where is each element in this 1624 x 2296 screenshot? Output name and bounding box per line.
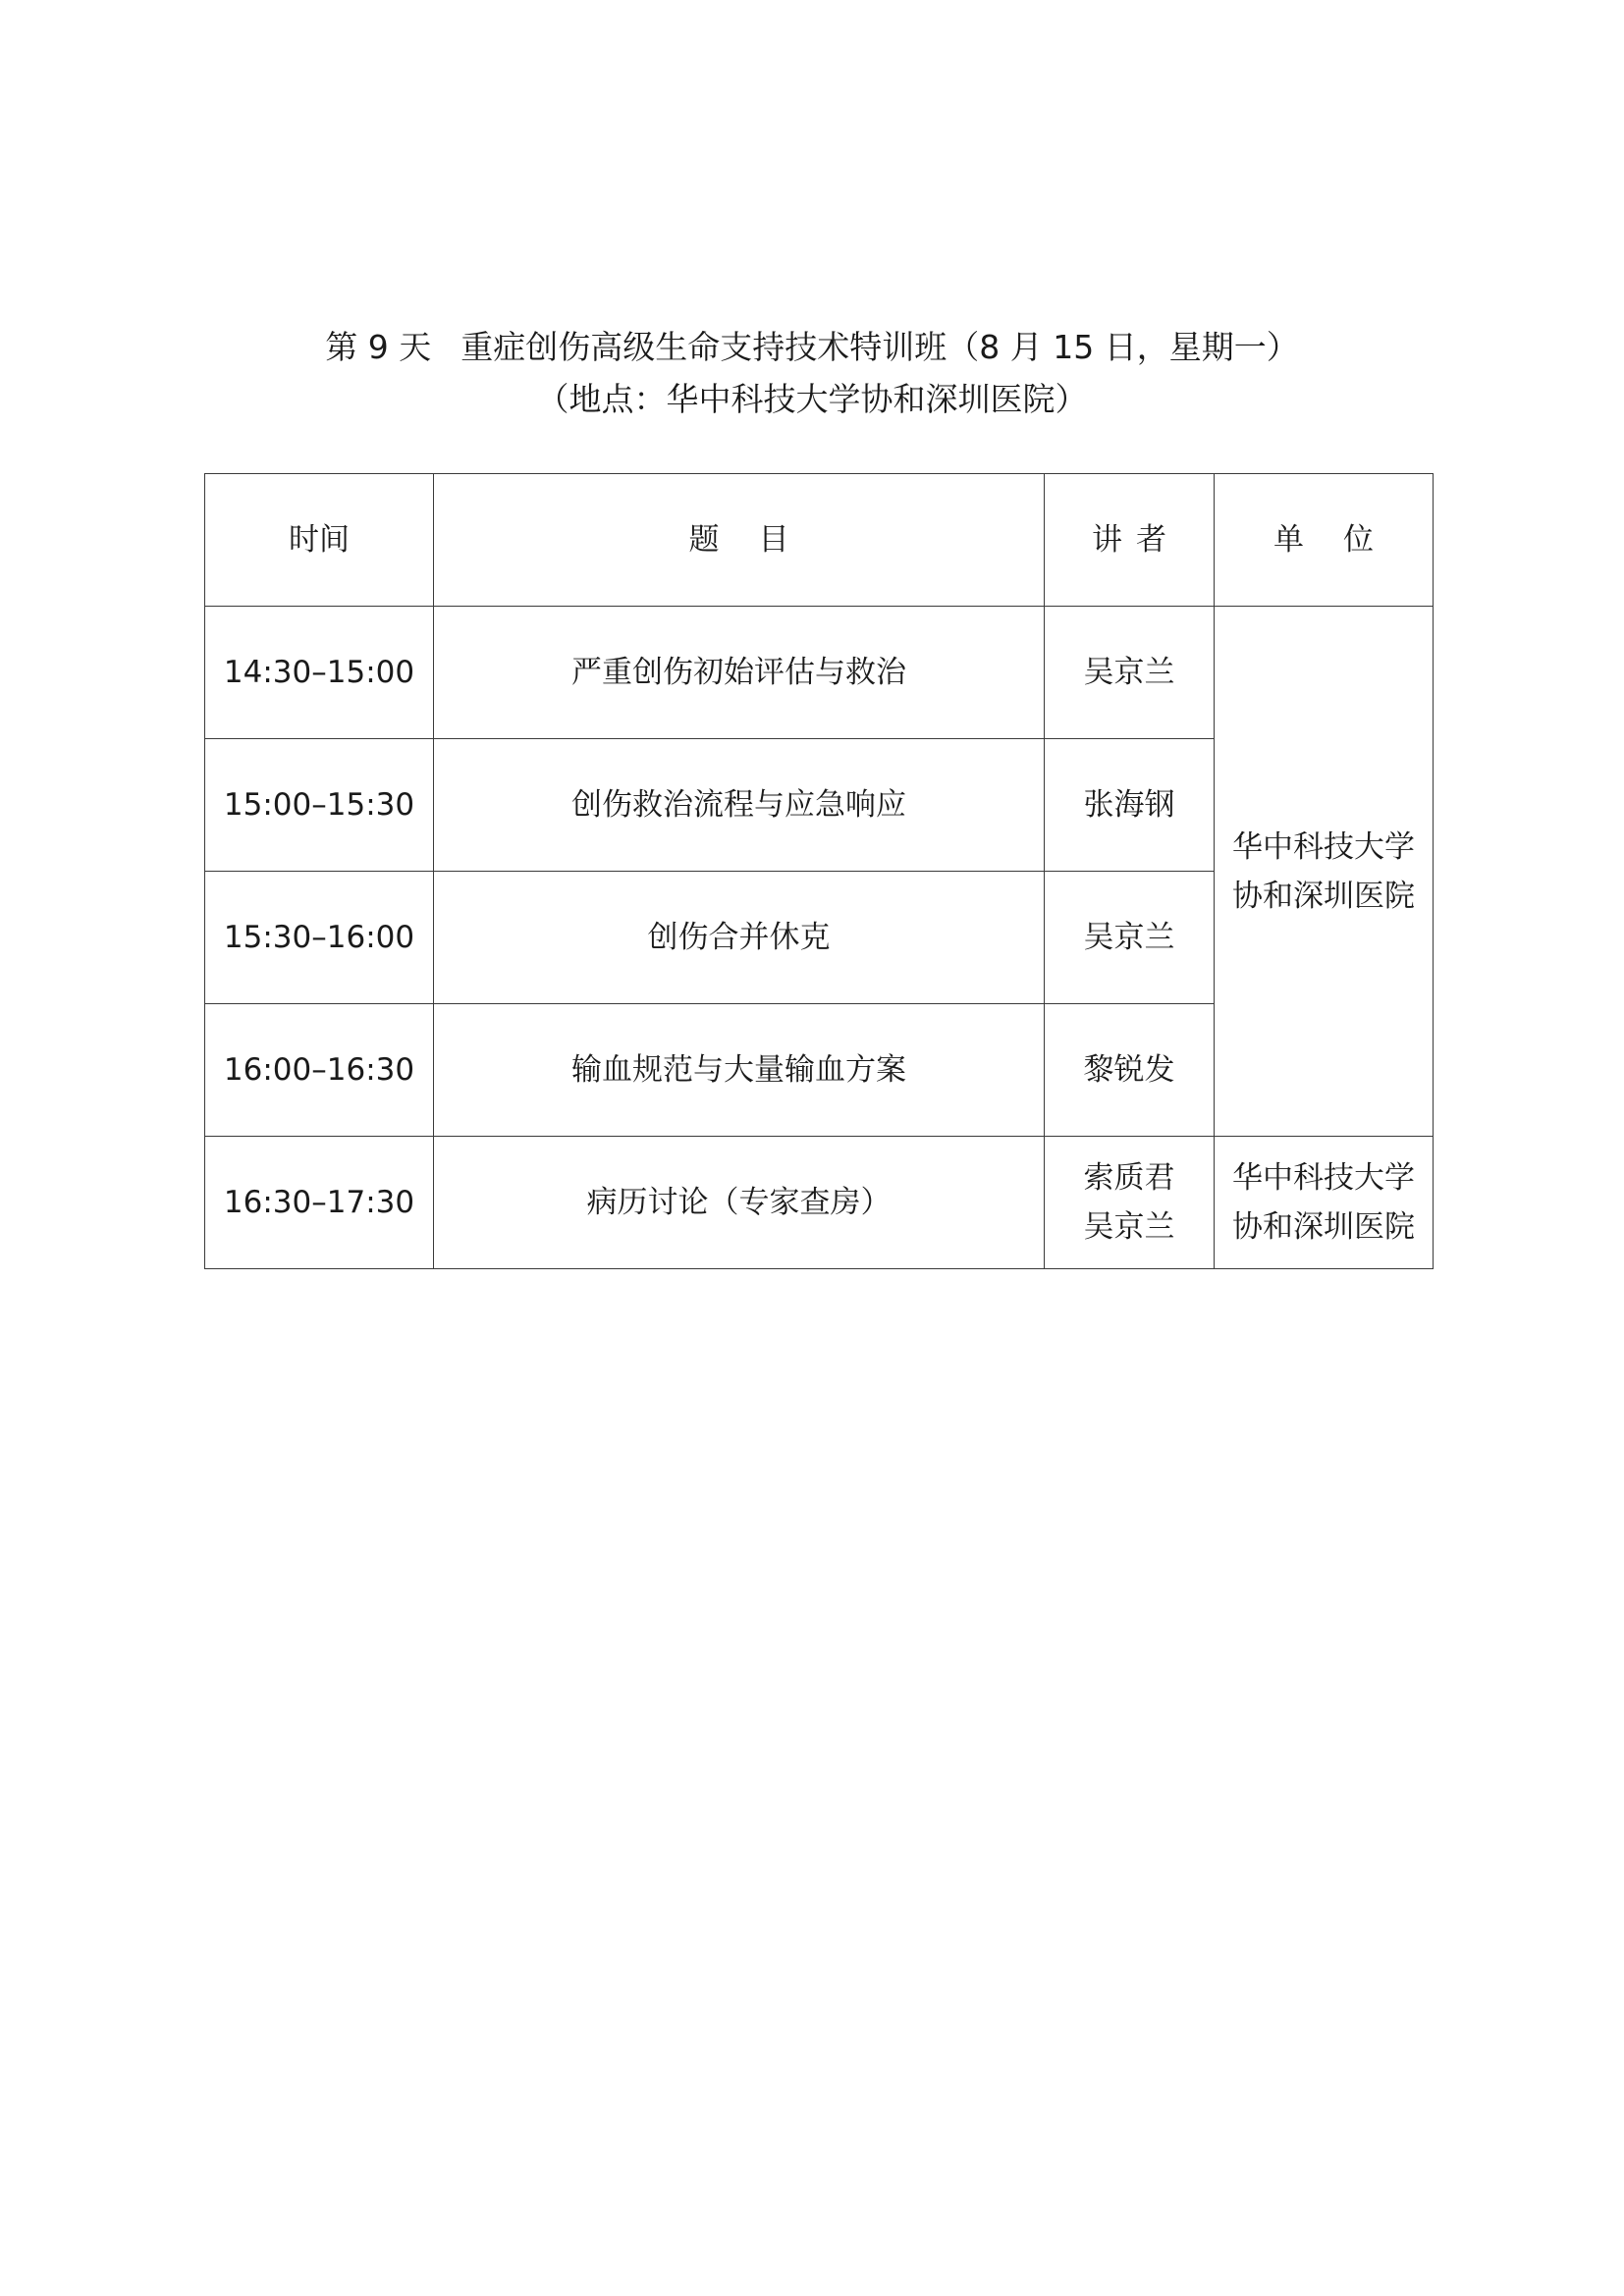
column-header-time: 时间 — [205, 474, 434, 607]
column-header-unit: 单 位 — [1215, 474, 1434, 607]
table-row — [205, 1137, 1434, 1269]
speaker-cell: 吴京兰 — [1045, 607, 1215, 739]
unit-cell: 华中科技大学 协和深圳医院 — [1215, 1137, 1434, 1269]
page-title — [0, 324, 1624, 371]
time-cell: 15:30–16:00 — [205, 872, 434, 1004]
topic-cell: 创伤救治流程与应急响应 — [434, 739, 1045, 872]
day-label: 第 9 天 — [325, 328, 432, 366]
time-cell: 16:30–17:30 — [205, 1137, 434, 1269]
table-row — [205, 607, 1434, 739]
course-title: 重症创伤高级生命支持技术特训班（8 月 15 日，星期一） — [460, 328, 1299, 366]
time-cell: 14:30–15:00 — [205, 607, 434, 739]
topic-cell: 输血规范与大量输血方案 — [434, 1004, 1045, 1137]
topic-cell: 创伤合并休克 — [434, 872, 1045, 1004]
table-header-row — [205, 474, 1434, 607]
column-header-topic: 题 目 — [434, 474, 1045, 607]
unit-cell: 华中科技大学 协和深圳医院 — [1215, 607, 1434, 1137]
column-header-speaker: 讲 者 — [1045, 474, 1215, 607]
time-cell: 15:00–15:30 — [205, 739, 434, 872]
speaker-cell: 吴京兰 — [1045, 872, 1215, 1004]
topic-cell: 病历讨论（专家查房） — [434, 1137, 1045, 1269]
time-cell: 16:00–16:30 — [205, 1004, 434, 1137]
location-line: （地点：华中科技大学协和深圳医院） — [536, 380, 1088, 418]
schedule-table — [204, 473, 1434, 1269]
topic-cell: 严重创伤初始评估与救治 — [434, 607, 1045, 739]
speaker-cell: 黎锐发 — [1045, 1004, 1215, 1137]
speaker-cell: 索质君 吴京兰 — [1045, 1137, 1215, 1269]
speaker-cell: 张海钢 — [1045, 739, 1215, 872]
